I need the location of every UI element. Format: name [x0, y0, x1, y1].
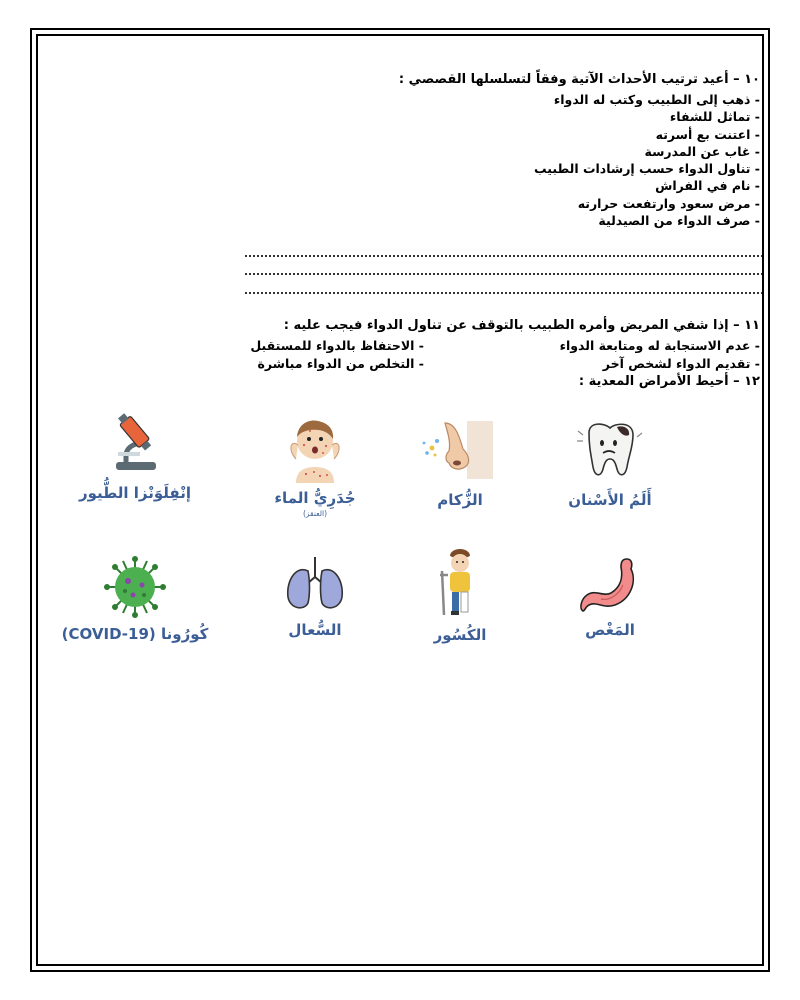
lungs-icon: [280, 555, 350, 615]
disease-colic[interactable]: [535, 555, 685, 639]
disease-cold[interactable]: [385, 415, 535, 509]
q10-event: - تناول الدواء حسب إرشادات الطبيب: [534, 161, 760, 177]
disease-tooth-ache[interactable]: [535, 415, 685, 509]
q10-event: - تماثل للشفاء: [669, 109, 760, 125]
q10-event: - نام في الفراش: [655, 178, 760, 194]
disease-label: كُورُونا (COVID-19): [61, 625, 209, 643]
disease-label: الكُسُور: [433, 626, 487, 644]
runny-nose-icon: [415, 415, 505, 485]
disease-cough[interactable]: [240, 555, 390, 639]
q10-event: - مرض سعود وارتفعت حرارته: [577, 195, 760, 211]
disease-label: جُدَرِيُّ الماء: [274, 489, 356, 507]
disease-label: أَلَمُ الأَسْنان: [568, 491, 652, 509]
disease-chickenpox[interactable]: [240, 413, 390, 518]
disease-label: المَغْص: [585, 621, 635, 639]
q11-title: ١١ – إذا شفي المريض وأمره الطبيب بالتوقف عن تناول الدواء فيجب عليه :: [283, 318, 760, 333]
answer-line-3[interactable]: [244, 292, 762, 294]
q10-title: ١٠ – أعيد ترتيب الأحداث الآتية وفقاً لتسلسلها القصصي :: [398, 72, 760, 87]
q10-events-list: [534, 91, 760, 229]
disease-label: الزُّكام: [437, 491, 483, 509]
q12-title: ١٢ – أحيط الأمراض المعدية :: [578, 374, 760, 389]
q10-event: - ذهب إلى الطبيب وكتب له الدواء: [553, 92, 760, 107]
disease-corona[interactable]: [60, 555, 210, 643]
q11-option[interactable]: - الاحتفاظ بالدواء للمستقبل: [250, 338, 424, 353]
disease-sublabel: (العنقز): [302, 509, 328, 518]
q10-event: - صرف الدواء من الصيدلية: [598, 213, 760, 229]
q11-option[interactable]: - تقديم الدواء لشخص آخر: [602, 356, 760, 371]
coronavirus-icon: [100, 555, 170, 619]
q10-event: - اعتنت بع أسرته: [655, 126, 760, 142]
q10-event: - غاب عن المدرسة: [644, 143, 760, 159]
q11-option[interactable]: - التخلص من الدواء مباشرة: [257, 356, 424, 371]
disease-label: إنْفِلَوَنْزا الطُّيور: [79, 484, 191, 502]
chickenpox-child-icon: [280, 413, 350, 483]
disease-label: السُّعال: [288, 621, 342, 639]
answer-line-1[interactable]: [244, 255, 762, 257]
microscope-icon: [100, 408, 170, 478]
q11-option[interactable]: - عدم الاستجابة له ومتابعة الدواء: [559, 338, 760, 353]
disease-bird-flu[interactable]: [60, 408, 210, 502]
disease-fractures[interactable]: [385, 545, 535, 644]
tooth-ache-icon: [575, 415, 645, 485]
fracture-boy-icon: [430, 545, 490, 620]
answer-line-2[interactable]: [244, 273, 762, 275]
stomach-icon: [575, 555, 645, 615]
